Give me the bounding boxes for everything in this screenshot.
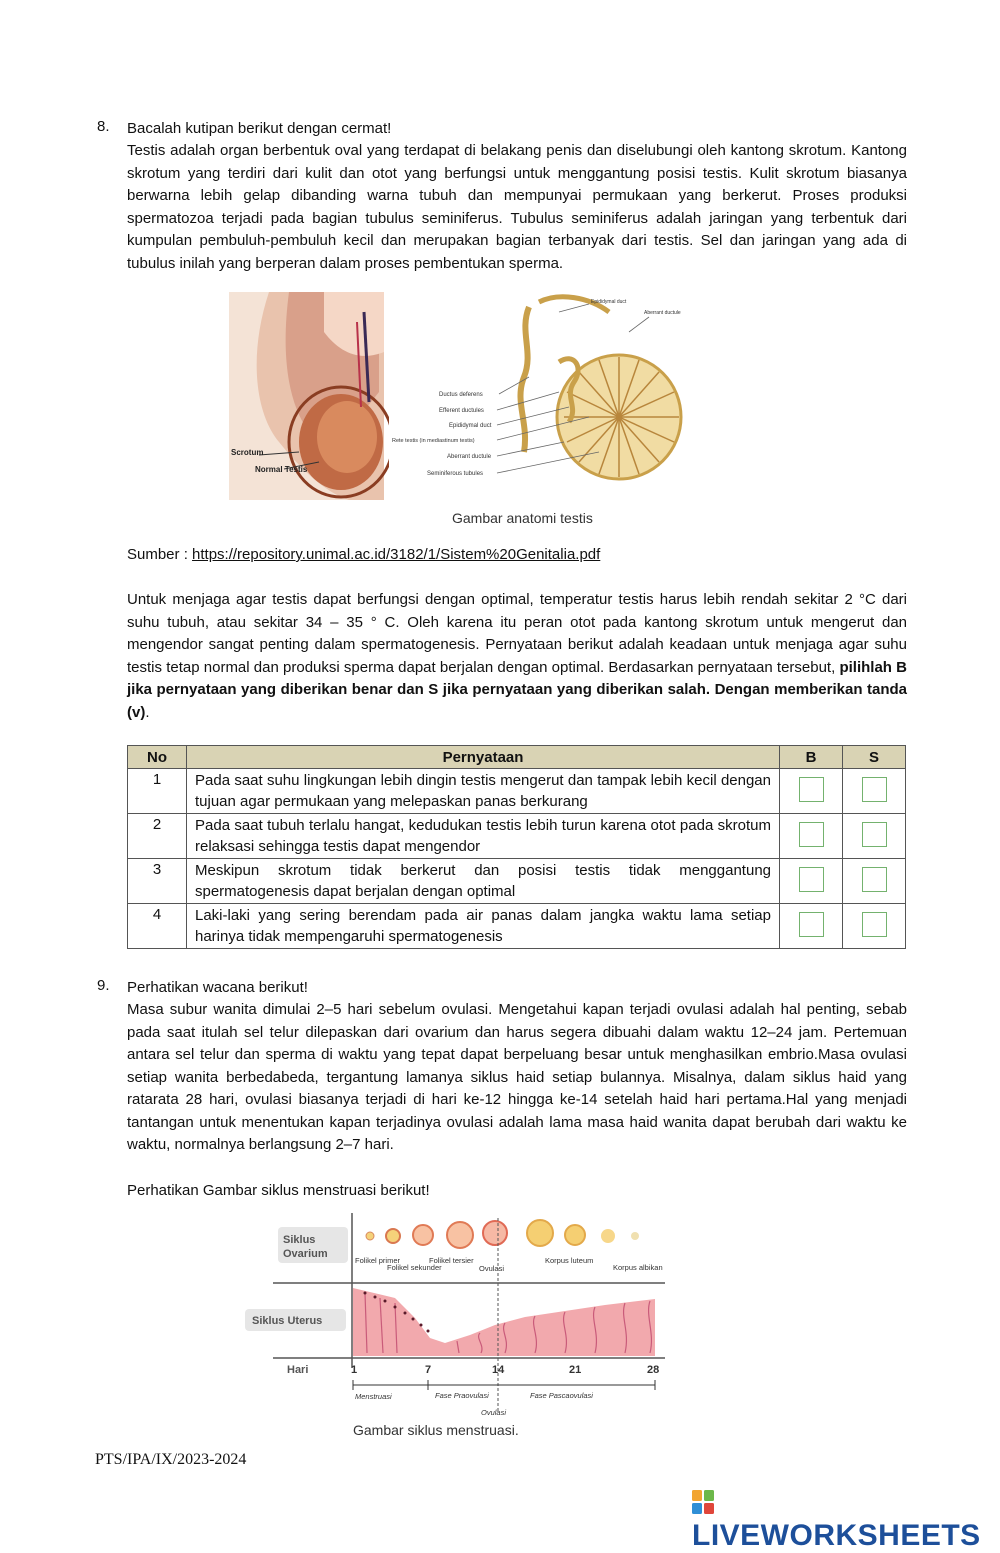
phase-praovulasi: Fase Praovulasi (435, 1391, 489, 1400)
row-number: 1 (128, 769, 187, 814)
question-8-paragraph-2 (127, 589, 907, 724)
source-link[interactable]: https://repository.unimal.ac.id/3182/1/Sistem%20Genitalia.pdf (192, 546, 601, 563)
label-ductus-deferens: Ductus deferens (439, 392, 483, 398)
header-b: B (780, 746, 843, 769)
label-epididymal-duct-top: Epididymal duct (591, 299, 627, 305)
table-row (128, 859, 906, 904)
label-rete-testis: Rete testis (in mediastinum testis) (392, 438, 475, 444)
answer-s-checkbox-2[interactable] (862, 822, 887, 847)
header-s: S (843, 746, 906, 769)
statement-table (127, 745, 906, 949)
question-9-intro: Perhatikan wacana berikut! (127, 979, 308, 996)
paragraph-2-text: Untuk menjaga agar testis dapat berfungsi dengan optimal, temperatur testis harus lebih rendah sekitar 2 °C dari suhu tubuh, atau sekitar 34 – 35 ° C. Oleh karena itu peran otot pada kantong skrotum untuk mengerut dan mengendor sangat penting dalam spermatogenesis. Pernyataan berikut adalah keadaan untuk menjaga agar suhu testis tetap normal dan produksi sperma dapat berjalan dengan optimal. Berdasarkan pernyataan tersebut, (127, 591, 907, 676)
header-pernyataan: Pernyataan (187, 746, 780, 769)
row-statement: Pada saat suhu lingkungan lebih dingin testis mengerut dan tampak lebih kecil dengan tujuan agar permukaan yang melepaskan panas berkurang (187, 769, 780, 814)
row-statement: Pada saat tubuh terlalu hangat, kedudukan testis lebih turun karena otot pada skrotum relaksasi sehingga testis dapat mengendor (187, 814, 780, 859)
label-scrotum: Scrotum (231, 448, 264, 457)
stage-folikel-primer: Folikel primer (355, 1256, 401, 1265)
question-9-instruction: Perhatikan Gambar siklus menstruasi berikut! (127, 1182, 430, 1199)
testis-figure-caption: Gambar anatomi testis (452, 510, 593, 526)
question-9-passage: Masa subur wanita dimulai 2–5 hari sebelum ovulasi. Mengetahui kapan terjadi ovulasi adalah hal penting, sebab pada saat itulah sel telur dilepaskan dari ovarium dan harus segera dibuahi dalam waktu 12–24 jam. Pertemuan antara sel telur dan sperma di waktu yang tepat dapat berpeluang besar untuk menghasilkan embrio.Masa ovulasi setiap wanita berbedabeda, tergantung lamanya siklus haid setiap bulannya. Misalnya, dalam siklus haid yang ratarata 28 hari, ovulasi biasanya terjadi di hari ke-12 hingga ke-14 setelah haid hari pertama.Hal yang menjadi tantangan untuk menentukan kapan terjadinya ovulasi adalah lama masa haid wanita dapat berubah dari waktu ke waktu, normalnya berlangsung 2–7 hari. (127, 1001, 907, 1153)
stage-folikel-tersier: Folikel tersier (429, 1256, 474, 1265)
label-aberrant-ductule-top: Aberrant ductule (644, 310, 681, 316)
table-row (128, 814, 906, 859)
footer-code: PTS/IPA/IX/2023-2024 (95, 1451, 247, 1468)
liveworksheets-logo (692, 1485, 1000, 1553)
day-14: 14 (492, 1364, 505, 1376)
hari-label: Hari (287, 1364, 309, 1376)
stage-korpus-luteum: Korpus luteum (545, 1256, 594, 1265)
table-header-row (128, 746, 906, 769)
answer-s-checkbox-3[interactable] (862, 867, 887, 892)
label-aberrant-ductule: Aberrant ductule (447, 454, 492, 460)
row-statement: Laki-laki yang sering berendam pada air panas dalam jangka waktu lama setiap harinya tidak mempengaruhi spermatogenesis (187, 904, 780, 949)
label-epididymal-duct: Epididymal duct (449, 423, 492, 429)
paragraph-2-instruction: pilihlah B jika pernyataan yang diberikan benar dan S jika pernyataan yang diberikan salah. Dengan memberikan tanda (v) (127, 658, 907, 721)
row-statement: Meskipun skrotum tidak berkerut dan posisi testis tidak menggantung spermatogenesis dapat berjalan dengan optimal (187, 859, 780, 904)
day-21: 21 (569, 1364, 582, 1376)
stage-ovulasi: Ovulasi (479, 1264, 505, 1273)
row-number: 3 (128, 859, 187, 904)
day-7: 7 (425, 1364, 432, 1376)
siklus-ovarium-label-2: Ovarium (283, 1248, 328, 1260)
row-number: 4 (128, 904, 187, 949)
question-8-number: 8. (97, 118, 110, 135)
menstrual-cycle-figure (245, 1213, 670, 1420)
siklus-uterus-label: Siklus Uterus (252, 1315, 323, 1327)
question-9-number: 9. (97, 977, 110, 994)
phase-menstruasi: Menstruasi (355, 1392, 392, 1401)
stage-folikel-sekunder: Folikel sekunder (387, 1263, 442, 1272)
answer-s-checkbox-4[interactable] (862, 912, 887, 937)
label-normal-testis: Normal Testis (255, 465, 308, 474)
siklus-ovarium-label-1: Siklus (283, 1234, 316, 1246)
answer-b-checkbox-2[interactable] (799, 822, 824, 847)
menstrual-figure-caption: Gambar siklus menstruasi. (353, 1422, 519, 1438)
brand-text: LIVEWORKSHEETS (692, 1519, 981, 1552)
testis-anatomy-figure (229, 292, 681, 500)
day-1: 1 (351, 1364, 358, 1376)
header-no: No (128, 746, 187, 769)
phase-pascaovulasi: Fase Pascaovulasi (530, 1391, 593, 1400)
stage-korpus-albikan: Korpus albikan (613, 1263, 663, 1272)
label-efferent-ductules: Efferent ductules (439, 408, 484, 414)
label-seminiferous-tubules: Seminiferous tubules (427, 471, 484, 477)
liveworksheets-logo-icon (692, 1490, 714, 1514)
source-label: Sumber : (127, 546, 193, 563)
question-8-intro: Bacalah kutipan berikut dengan cermat! (127, 120, 392, 137)
table-row (128, 904, 906, 949)
source-line (127, 544, 907, 567)
question-8-passage: Testis adalah organ berbentuk oval yang terdapat di belakang penis dan diselubungi oleh kantong skrotum. Kantong skrotum yang terdiri dari kulit dan otot yang berfungsi untuk menggantung posisi testis. Kulit skrotum biasanya berwarna lebih gelap dibanding warna tubuh dan mempunyai permukaan yang berkerut. Proses produksi spermatozoa terjadi pada bagian tubulus seminiferus. Tubulus seminiferus adalah jaringan yang terbentuk dari kumpulan pembuluh-pembuluh kecil dan merupakan bagian terbanyak dari testis. Sel dan jaringan yang ada di tubulus inilah yang berperan dalam proses pembentukan sperma. (127, 142, 907, 272)
answer-b-checkbox-3[interactable] (799, 867, 824, 892)
paragraph-2-end: . (145, 703, 150, 721)
answer-b-checkbox-4[interactable] (799, 912, 824, 937)
table-row (128, 769, 906, 814)
day-28: 28 (647, 1364, 660, 1376)
answer-b-checkbox-1[interactable] (799, 777, 824, 802)
row-number: 2 (128, 814, 187, 859)
ovulasi-marker: Ovulasi (481, 1408, 507, 1417)
answer-s-checkbox-1[interactable] (862, 777, 887, 802)
